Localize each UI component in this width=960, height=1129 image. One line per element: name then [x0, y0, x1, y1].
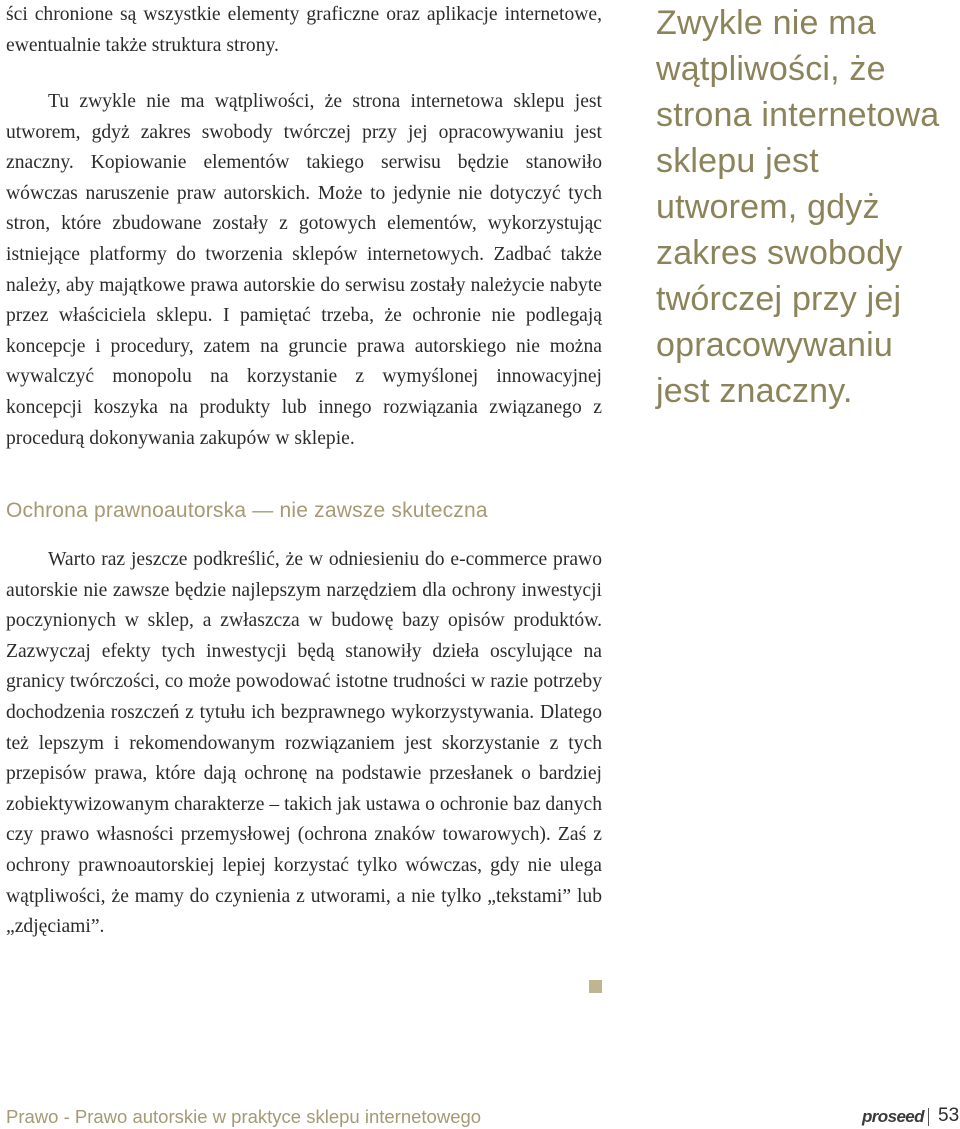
- body-paragraph: Warto raz jeszcze podkreślić, że w odniesieniu do e-commerce prawo autorskie nie zawsze będzie najlepszym narzędziem dla ochrony inwestycji poczynionych w sklep, a zwłaszcza w budowę bazy opisów produktów. Zazwyczaj efekty tych inwestycji będą stanowiły dzieła oscylujące na granicy twórczości, co może powodować istotne trudności w razie potrzeby dochodzenia roszczeń z tytułu ich bezprawnego wykorzystywania. Dlatego też lepszym i rekomendowanym rozwiązaniem jest skorzystanie z tych przepisów prawa, które dają ochronę na podstawie przesłanek o bardziej zobiektywizowanym charakterze – takich jak ustawa o ochronie baz danych czy prawo własności przemysłowej (ochrona znaków towarowych). Zaś z ochrony prawnoautorskiej lepiej korzystać tylko wówczas, gdy nie ulega wątpliwości, że mamy do czynienia z utworami, a nie tylko „tekstami” lub „zdjęciami”.: [6, 549, 602, 938]
- footer-title: Prawo - Prawo autorskie w praktyce sklepu internetowego: [6, 1106, 482, 1127]
- square-end-mark-icon: [589, 980, 602, 993]
- pull-quote: Zwykle nie ma wątpliwości, że strona internetowa sklepu jest utworem, gdyż zakres swobody twórczej przy jej opracowywaniu jest znaczny.: [656, 4, 940, 410]
- body-paragraph: Tu zwykle nie ma wątpliwości, że strona internetowa sklepu jest utworem, gdyż zakres swobody twórczej przy jej opracowywaniu jest znaczny. Kopiowanie elementów takiego serwisu będzie stanowiło wówczas naruszenie praw autorskich. Może to jedynie nie dotyczyć tych stron, które zbudowane zostały z gotowych elementów, wykorzystując istniejące platformy do tworzenia sklepów internetowych. Zadbać także należy, aby majątkowe prawa autorskie do serwisu zostały należycie nabyte przez właściciela sklepu. I pamiętać trzeba, że ochronie nie podlegają koncepcje i procedury, zatem na gruncie prawa autorskiego nie można wywalczyć monopolu na korzystanie z wymyślonej innowacyjnej koncepcji koszyka na produkty lub innego rozwiązania związanego z procedurą dokonywania zakupów w sklepie.: [6, 91, 602, 449]
- footer-divider: [928, 1108, 929, 1126]
- footer-brand-logo: proseed: [862, 1107, 924, 1126]
- body-paragraph-continued: ści chronione są wszystkie elementy graficzne oraz aplikacje internetowe, ewentualnie także struktura strony.: [6, 4, 602, 56]
- section-heading: Ochrona prawnoautorska — nie zawsze skuteczna: [6, 499, 488, 522]
- page-number: 53: [938, 1105, 960, 1126]
